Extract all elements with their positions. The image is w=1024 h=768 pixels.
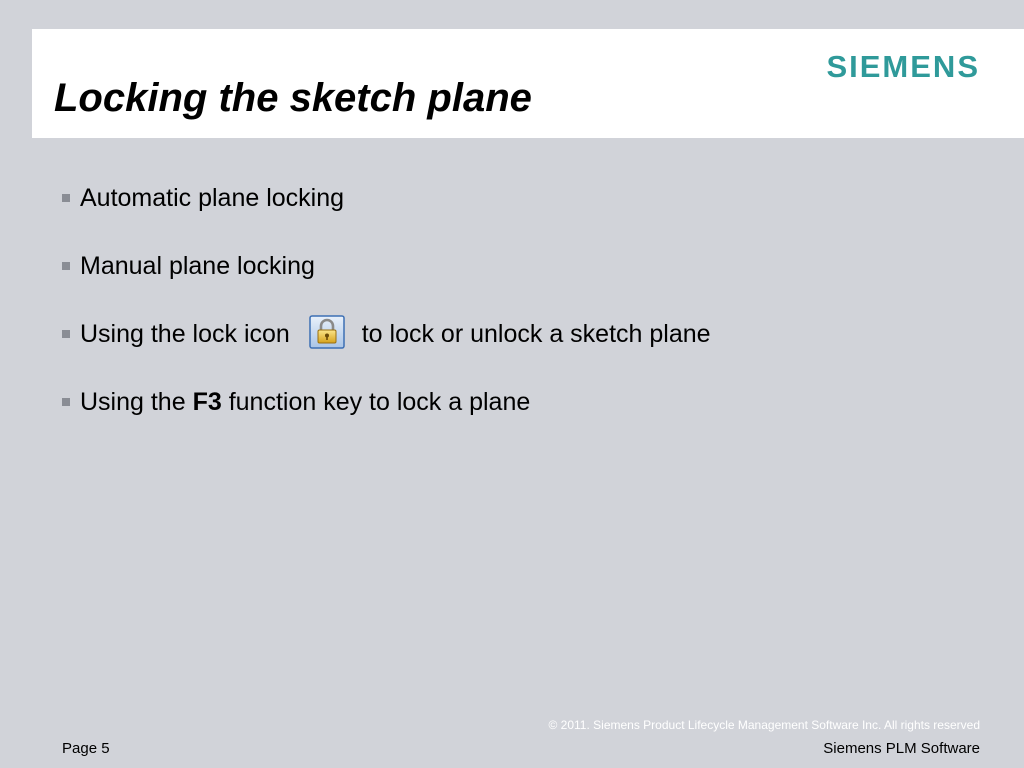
bullet-text-before: Using the lock icon <box>80 320 290 348</box>
footer-copyright: © 2011. Siemens Product Lifecycle Management Software Inc. All rights reserved <box>548 718 980 732</box>
padlock-icon <box>309 315 345 349</box>
bullet-item <box>60 316 711 352</box>
bullet-text-after: function key to lock a plane <box>221 388 531 416</box>
bullet-item <box>60 384 711 420</box>
bullet-item <box>60 248 711 284</box>
bullet-item <box>60 180 711 216</box>
bullet-text: Manual plane locking <box>80 252 315 280</box>
bullet-square-icon <box>62 194 70 202</box>
function-key-label: F3 <box>192 388 222 416</box>
bullet-text: Automatic plane locking <box>80 184 345 212</box>
bullet-list <box>60 180 711 452</box>
siemens-logo: SIEMENS <box>826 49 980 84</box>
slide-title: Locking the sketch plane <box>54 76 532 120</box>
bullet-text-before: Using the <box>80 388 193 416</box>
page-number: Page 5 <box>62 740 110 757</box>
bullet-square-icon <box>62 262 70 270</box>
bullet-square-icon <box>62 398 70 406</box>
bullet-text-after: to lock or unlock a sketch plane <box>361 320 711 348</box>
bullet-square-icon <box>62 330 70 338</box>
footer-company: Siemens PLM Software <box>823 740 980 757</box>
